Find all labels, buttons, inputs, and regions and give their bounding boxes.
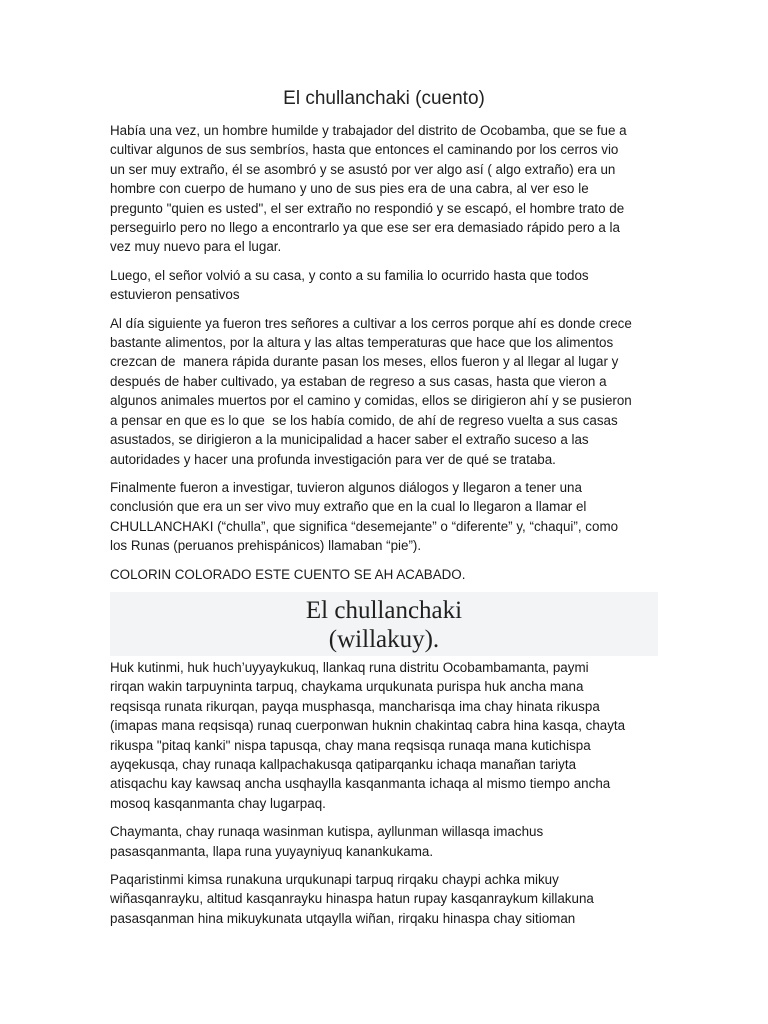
quechua-title: El chullanchaki (willakuy). — [110, 592, 658, 656]
document-title: El chullanchaki (cuento) — [283, 88, 485, 109]
paragraph: Huk kutinmi, huk huch’uyyaykukuq, llankaq runa distritu Ocobambamanta, paymi rirqan wakin tarpuyninta tarpuq, chaykama urqukunata purispa huk ancha mana reqsisqa runata rikurqan, payqa musphasqa, mancharisqa ima chay hinata rikuspa (imapas mana reqsisqa) runaq cuerponwan huknin chakintaq cabra hina kasqa, chayta rikuspa "pitaq kanki" nispa tapusqa, chay mana reqsisqa runaqa mana kutichispa ayqekusqa, chay runaqa kallpachakusqa qatiparqanku ichaqa manañan tariyta atisqachu kay kawsaq ancha usqhaylla kasqanmanta ichaqa al mismo tiempo ancha mosoq kasqanmanta chay lugarpaq. — [110, 660, 626, 811]
spanish-story — [110, 121, 660, 593]
paragraph: Había una vez, un hombre humilde y trabajador del distrito de Ocobamba, que se fue a cultivar algunos de sus sembríos, hasta que entonces el caminando por los cerros vio un ser muy extraño, él se asombró y se asustó por ver algo así ( algo extraño) era un hombre con cuerpo de humano y uno de sus pies era de una cabra, al ver eso le pregunto "quien es usted", el ser extraño no respondió y se escapó, el hombre trato de perseguirlo pero no llego a encontrarlo ya que ese ser era demasiado rápido pero a la vez muy nuevo para el lugar. — [110, 123, 627, 255]
paragraph: Paqaristinmi kimsa runakuna urqukunapi tarpuq rirqaku chaypi achka mikuy wiñasqanrayku, altitud kasqanrayku hinaspa hatun rupay kasqanraykum killakuna pasasqanman hina mikuykunata utqaylla wiñan, rirqaku hinaspa chay sitioman — [110, 872, 594, 926]
paragraph: Al día siguiente ya fueron tres señores a cultivar a los cerros porque ahí es donde crece bastante alimentos, por la altura y las altas temperaturas que hace que los alimentos crezcan de manera rápida durante pasan los meses, ellos fueron y al llegar al lugar y después de haber cultivado, ya estaban de regreso a sus casas, hasta que vieron a algunos animales muertos por el camino y comidas, ellos se dirigieron ahí y se pusieron a pensar en que es lo que se los había comido, de ahí de regreso vuelta a sus casas asustados, se dirigieron a la municipalidad a hacer saber el extraño suceso a las autoridades y hacer una profunda investigación para ver de qué se trataba. — [110, 315, 632, 467]
quechua-story — [110, 658, 660, 937]
paragraph: Finalmente fueron a investigar, tuvieron algunos diálogos y llegaron a tener una conclusión que era un ser vivo muy extraño que en la cual lo llegaron a llamar el CHULLANCHAKI (“chulla”, que significa “desemejante” o “diferente” y, “chaqui”, como los Runas (peruanos prehispánicos) llamaban “pie”). — [110, 479, 619, 554]
closing-line: COLORIN COLORADO ESTE CUENTO SE AH ACABADO. — [110, 566, 466, 582]
paragraph: Chaymanta, chay runaqa wasinman kutispa, ayllunman willasqa imachus pasasqanmanta, llapa runa yuyayniyuq kanankukama. — [110, 824, 544, 859]
paragraph: Luego, el señor volvió a su casa, y conto a su familia lo ocurrido hasta que todos estuvieron pensativos — [110, 267, 589, 303]
